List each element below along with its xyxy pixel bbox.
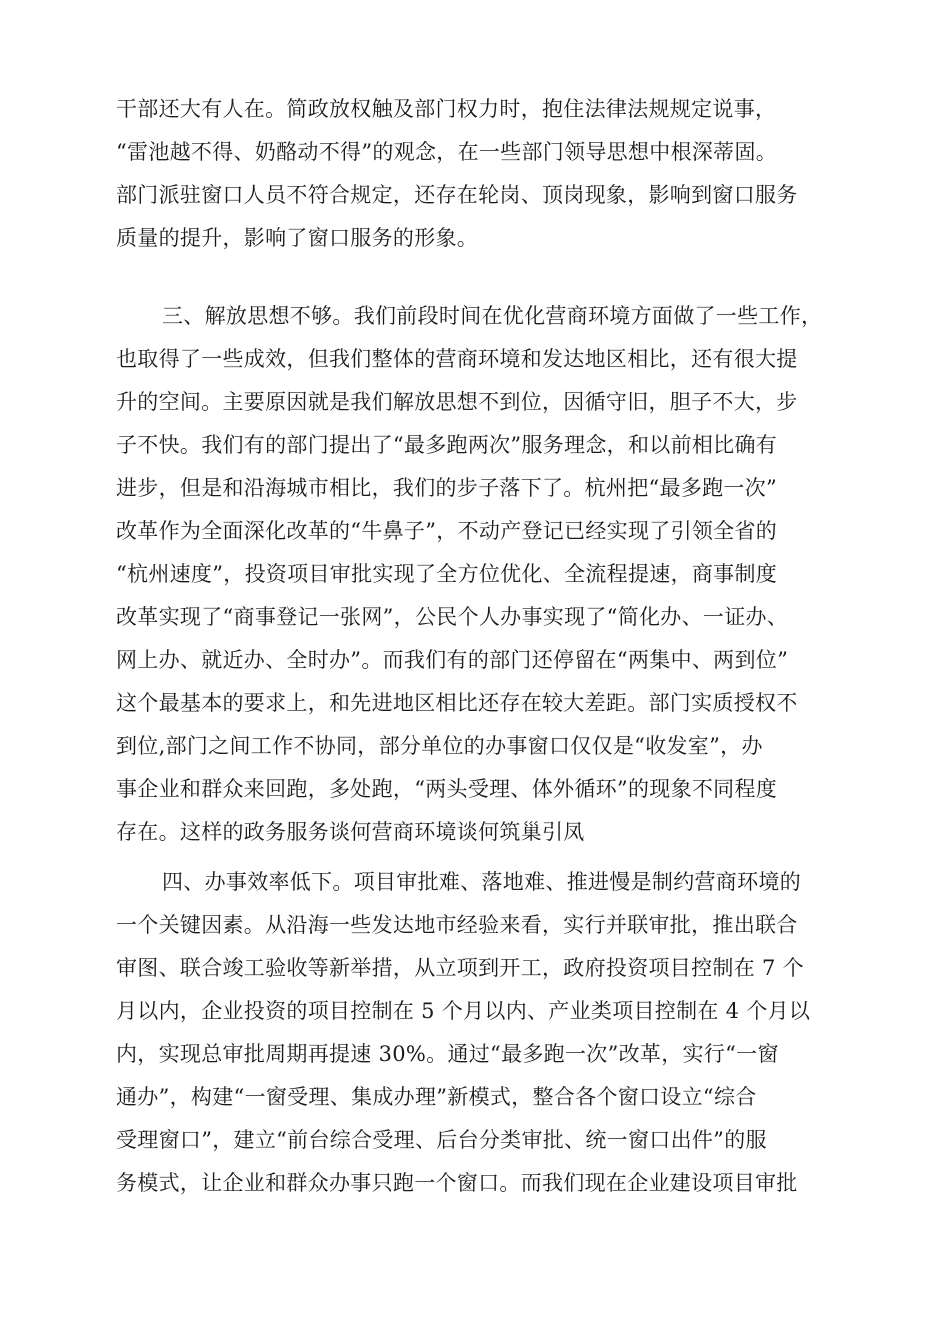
text-line: 受理窗口”，建立“前台综合受理、后台分类审批、统一窗口出件”的服 — [116, 1128, 767, 1152]
text-line: 月以内，企业投资的项目控制在 5 个月以内、产业类项目控制在 4 个月以 — [116, 999, 811, 1023]
paragraph-heading-line: 四、办事效率低下。项目审批难、落地难、推进慢是制约营商环境的 — [162, 870, 801, 894]
text-line: 事企业和群众来回跑，多处跑，“两头受理、体外循环”的现象不同程度 — [116, 777, 778, 801]
text-line: 子不快。我们有的部门提出了“最多跑两次”服务理念，和以前相比确有 — [116, 433, 778, 457]
text-line: 内，实现总审批周期再提速 30%。通过“最多跑一次”改革，实行“一窗 — [116, 1042, 779, 1066]
text-line: 进步，但是和沿海城市相比，我们的步子落下了。杭州把“最多跑一次” — [116, 476, 778, 500]
text-line: 务模式，让企业和群众办事只跑一个窗口。而我们现在企业建设项目审批 — [116, 1171, 798, 1195]
text-line: 网上办、就近办、全时办”。而我们有的部门还停留在“两集中、两到位” — [116, 648, 789, 672]
text-line: 也取得了一些成效，但我们整体的营商环境和发达地区相比，还有很大提 — [116, 347, 798, 371]
text-line: 存在。这样的政务服务谈何营商环境谈何筑巢引凤 — [116, 820, 585, 844]
text-line: “雷池越不得、奶酪动不得”的观念，在一些部门领导思想中根深蒂固。 — [116, 140, 778, 164]
paragraph-heading-line: 三、解放思想不够。我们前段时间在优化营商环境方面做了一些工作， — [162, 304, 823, 328]
text-line: 这个最基本的要求上，和先进地区相比还存在较大差距。部门实质授权不 — [116, 691, 798, 715]
text-line: 一个关键因素。从沿海一些发达地市经验来看，实行并联审批，推出联合 — [116, 913, 798, 937]
text-line: 通办”，构建“一窗受理、集成办理”新模式，整合各个窗口设立“综合 — [116, 1085, 757, 1109]
text-line: “杭州速度”，投资项目审批实现了全方位优化、全流程提速，商事制度 — [116, 562, 778, 586]
text-line: 到位,部门之间工作不协同，部分单位的办事窗口仅仅是“收发室”，办 — [116, 734, 763, 758]
text-line: 升的空间。主要原因就是我们解放思想不到位，因循守旧，胆子不大，步 — [116, 390, 798, 414]
text-line: 质量的提升，影响了窗口服务的形象。 — [116, 226, 479, 250]
text-line: 改革作为全面深化改革的“牛鼻子”，不动产登记已经实现了引领全省的 — [116, 519, 778, 543]
text-line: 部门派驻窗口人员不符合规定，还存在轮岗、顶岗现象，影响到窗口服务 — [116, 183, 798, 207]
text-line: 审图、联合竣工验收等新举措，从立项到开工，政府投资项目控制在 7 个 — [116, 956, 804, 980]
text-line: 干部还大有人在。简政放权触及部门权力时，抱住法律法规规定说事， — [116, 97, 777, 121]
text-line: 改革实现了“商事登记一张网”，公民个人办事实现了“简化办、一证办、 — [116, 605, 789, 629]
